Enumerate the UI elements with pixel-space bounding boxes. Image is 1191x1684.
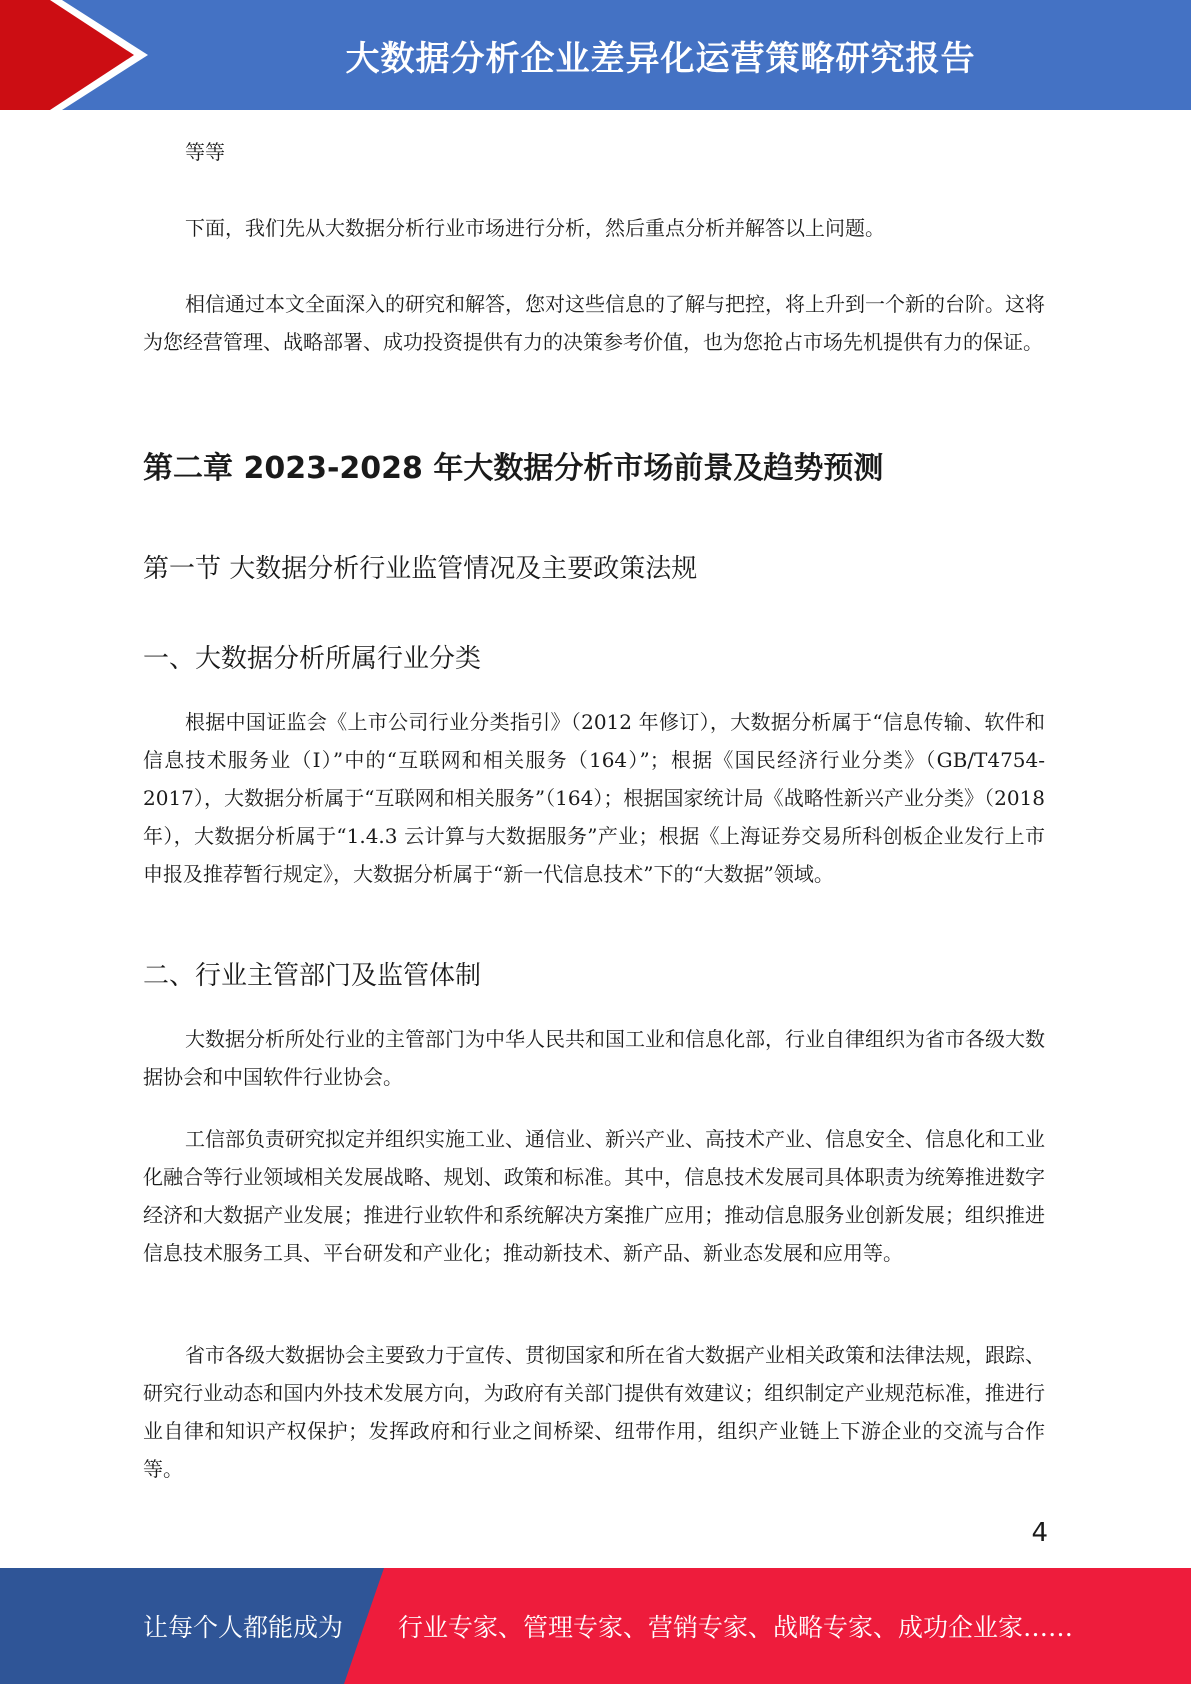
- section-heading-block: [143, 548, 1045, 585]
- paragraph-authority: [143, 1020, 1045, 1096]
- paragraph: 工信部负责研究拟定并组织实施工业、通信业、新兴产业、高技术产业、信息安全、信息化和工业化融合等行业领域相关发展战略、规划、政策和标准。其中，信息技术发展司具体职责为统筹推进数字经济和大数据产业发展；推进行业软件和系统解决方案推广应用；推动信息服务业创新发展；组织推进信息技术服务工具、平台研发和产业化；推动新技术、新产品、新业态发展和应用等。: [143, 1127, 1045, 1265]
- page-header: [0, 0, 1191, 110]
- header-arrow-decoration: [0, 0, 160, 110]
- paragraph-etc: [143, 133, 1045, 171]
- paragraph: 根据中国证监会《上市公司行业分类指引》（2012 年修订），大数据分析属于“信息传输、软件和信息技术服务业（I）”中的“互联网和相关服务（164）”；根据《国民经济行业分类》（GB/T4754-2017），大数据分析属于“互联网和相关服务”（164）；根据国家统计局《战略性新兴产业分类》（2018 年），大数据分析属于“1.4.3 云计算与大数据服务”产业；根据《上海证券交易所科创板企业发行上市申报及推荐暂行规定》，大数据分析属于“新一代信息技术”下的“大数据”领域。: [143, 710, 1045, 886]
- paragraph-miit: [143, 1120, 1045, 1272]
- footer-slogan-left: 让每个人都能成为: [143, 1613, 344, 1642]
- paragraph: 等等: [185, 140, 225, 164]
- chapter-heading: 第二章 2023-2028 年大数据分析市场前景及趋势预测: [143, 451, 884, 486]
- paragraph-associations: [143, 1336, 1045, 1488]
- subsection-heading-block: [143, 955, 1045, 992]
- paragraph-classification: [143, 703, 1045, 893]
- paragraph: 省市各级大数据协会主要致力于宣传、贯彻国家和所在省大数据产业相关政策和法律法规，跟踪、研究行业动态和国内外技术发展方向，为政府有关部门提供有效建议；组织制定产业规范标准，推进行业自律和知识产权保护；发挥政府和行业之间桥梁、纽带作用，组织产业链上下游企业的交流与合作等。: [143, 1343, 1045, 1481]
- paragraph-value: [143, 285, 1045, 361]
- subsection-heading-regulation: 二、行业主管部门及监管体制: [143, 961, 482, 991]
- paragraph: 大数据分析所处行业的主管部门为中华人民共和国工业和信息化部，行业自律组织为省市各级大数据协会和中国软件行业协会。: [143, 1027, 1045, 1089]
- subsection-heading-block: [143, 638, 1045, 675]
- page-footer: [0, 1568, 1191, 1684]
- paragraph-intro: [143, 209, 1045, 247]
- paragraph: 相信通过本文全面深入的研究和解答，您对这些信息的了解与把控，将上升到一个新的台阶。这将为您经营管理、战略部署、成功投资提供有力的决策参考价值，也为您抢占市场先机提供有力的保证。: [143, 292, 1045, 354]
- paragraph: 下面，我们先从大数据分析行业市场进行分析，然后重点分析并解答以上问题。: [185, 216, 885, 240]
- chapter-heading-block: [143, 443, 1045, 487]
- section-heading: 第一节 大数据分析行业监管情况及主要政策法规: [143, 554, 698, 584]
- report-title: 大数据分析企业差异化运营策略研究报告: [345, 38, 976, 79]
- page-number: 4: [1031, 1518, 1048, 1548]
- subsection-heading-classification: 一、大数据分析所属行业分类: [143, 644, 482, 674]
- footer-slogan-right: 行业专家、管理专家、营销专家、战略专家、成功企业家……: [398, 1613, 1074, 1642]
